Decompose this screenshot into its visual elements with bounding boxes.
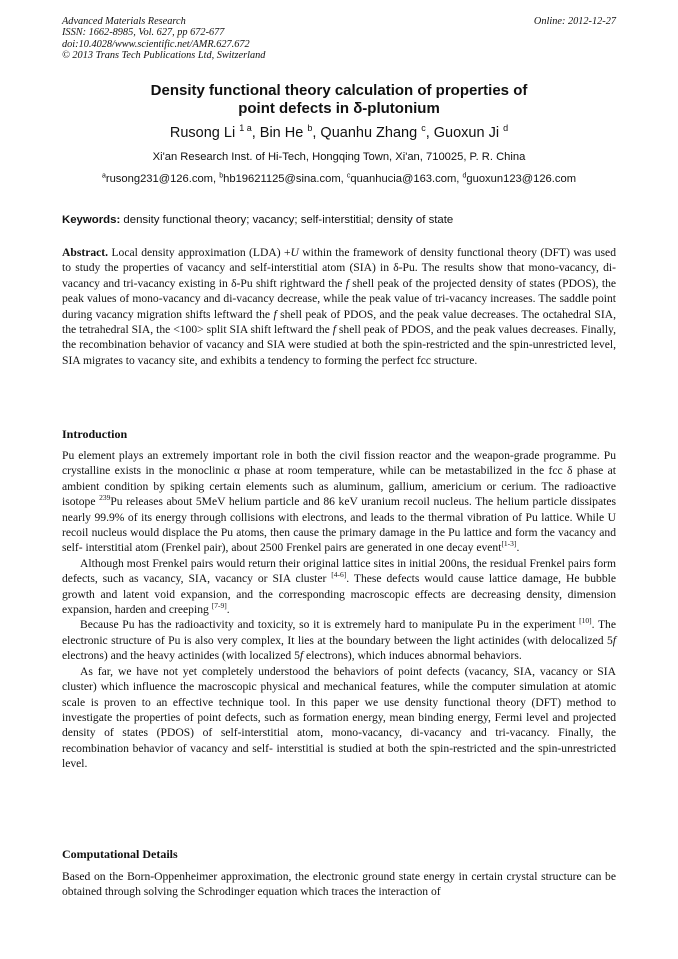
- email-link[interactable]: quanhucia@163.com: [350, 173, 457, 185]
- email-mark: b: [219, 172, 224, 180]
- abstract-text: shell peak of PDOS, and the peak value decreases. The octahedral SIA, the tetrahedral SIA, the <100> split SIA shift leftward the: [62, 307, 616, 337]
- italic-symbol: f: [299, 649, 304, 663]
- paragraph-text: . The electronic structure of Pu is also very complex, It lies at the boundary between the light actinides (with delocalized 5: [62, 618, 616, 647]
- citation[interactable]: [4-6]: [331, 570, 347, 580]
- abstract: [62, 245, 616, 368]
- paragraph-text: .: [516, 541, 520, 555]
- email-mark: a: [101, 172, 106, 180]
- paragraph-text: .: [226, 603, 230, 617]
- author-affil-mark: d: [503, 123, 509, 134]
- title-line-2: point defects in δ-plutonium: [238, 99, 440, 117]
- paragraph: [62, 556, 616, 618]
- abstract-italic: f: [273, 307, 277, 321]
- email-link[interactable]: rusong231@126.com: [105, 173, 213, 185]
- online-date: Online: 2012-12-27: [533, 16, 616, 27]
- doi-line: doi:10.4028/www.scientific.net/AMR.627.672: [62, 38, 250, 50]
- abstract-italic: f: [332, 323, 336, 337]
- author-name: Quanhu Zhang: [320, 125, 418, 141]
- journal-name: Advanced Materials Research: [62, 16, 186, 27]
- paragraph: [62, 617, 616, 663]
- abstract-label: Abstract.: [62, 246, 109, 259]
- copyright-line: © 2013 Trans Tech Publications Ltd, Switzerland: [62, 50, 266, 62]
- paragraph-text: Pu releases about 5MeV helium particle and 86 keV uranium recoil nucleus. The helium particle dissipates nearly 99.9% of its energy through collisions with electrons, and leads to the thermal vibration of Pu lattice. While U recoil nucleus would displace the Pu atoms, then cause the primary damage in the Pu lattice and form the vacancy and self- interstitial atom (Frenkel pair), about 2500 Frenkel pairs are generated in one decay event: [62, 495, 616, 555]
- paragraph-text: . These defects would cause lattice damage, He bubble growth and latent void expansion, and the corresponding macroscopic effects are decreasing density, dimension expansion, harden and creeping: [62, 572, 616, 617]
- email-link[interactable]: hb19621125@sina.com: [223, 173, 341, 185]
- paragraph-text: electrons) and the heavy actinides (with localized 5: [62, 649, 300, 663]
- author-affil-mark: b: [307, 123, 313, 134]
- email-mark: d: [462, 172, 467, 180]
- author-name: Guoxun Ji: [433, 125, 500, 141]
- section-heading-computational-details: Computational Details: [62, 847, 178, 861]
- keywords-label: Keywords:: [62, 214, 121, 226]
- author-affil-mark: c: [421, 123, 426, 134]
- paragraph-text: electrons), which induces abnormal behaviors.: [306, 649, 522, 663]
- author-affil-mark: 1 a: [239, 123, 252, 134]
- citation[interactable]: [1-3]: [501, 539, 517, 549]
- author-name: Rusong Li: [169, 125, 236, 141]
- email-mark: c: [346, 172, 351, 180]
- issn-line: ISSN: 1662-8985, Vol. 627, pp 672-677: [62, 27, 225, 39]
- author-list: Rusong Li $^{1 a}$, Bin He $^b$, Quanhu Zhang $^c$, Guoxun Ji $^d$: [169, 123, 509, 141]
- affiliation: Xi'an Research Inst. of Hi-Tech, Hongqing Town, Xi'an, 710025, P. R. China: [152, 151, 526, 163]
- abstract-text: shell peak of the projected density of states (PDOS), the peak values of mono-vacancy and di-vacancy decrease, while the peak value of tri-vacancy increases. The saddle point during vacancy migration shifts leftward the: [62, 276, 617, 321]
- paragraph: Based on the Born-Oppenheimer approximation, the electronic ground state energy in certain crystal structure can be obtained through solving the Schrodinger equation which traces the interaction of: [62, 870, 616, 899]
- author-name: Bin He: [259, 125, 304, 141]
- introduction-body: [62, 448, 616, 772]
- paragraph-text: Although most Frenkel pairs would return their original lattice sites in initial 200ns, the residual Frenkel pairs form defects, such as vacancy, SIA, vacancy or SIA cluster: [62, 556, 616, 586]
- paragraph: [62, 448, 616, 556]
- abstract-text: Local density approximation (LDA) +: [111, 246, 291, 259]
- isotope-mass: 239: [99, 493, 111, 503]
- abstract-italic: f: [345, 276, 349, 290]
- abstract-text: within the framework of density functional theory (DFT) was used to study the properties of vacancy and self-interstitial atom (SIA) in δ-Pu. The results show that mono-vacancy, di-vacancy and tri-vacancy existing in δ-Pu shift rightward the: [62, 246, 617, 290]
- computational-details-body: [62, 869, 616, 900]
- citation[interactable]: [10]: [579, 616, 592, 626]
- paragraph-text: Because Pu has the radioactivity and toxicity, so it is extremely hard to manipulate Pu in the experiment: [80, 618, 576, 632]
- italic-symbol: f: [612, 633, 616, 647]
- abstract-italic: U: [290, 246, 299, 259]
- paragraph-text: Pu element plays an extremely important role in both the civil fission reactor and the weapon-grade programme. Pu crystalline exists in the monoclinic α phase at room temperature, while can be metastabilized in the fcc δ phase at ambient condition by spiking certain elements such as aluminum, gallium, americium or cerium. The radioactive isotope: [62, 449, 616, 509]
- section-heading-introduction: Introduction: [62, 427, 128, 441]
- paper-title: [62, 82, 616, 117]
- keywords-text: density functional theory; vacancy; self-interstitial; density of state: [123, 214, 454, 226]
- citation[interactable]: [7-9]: [211, 601, 227, 611]
- author-emails: $^a$rusong231@126.com, $^b$hb19621125@sina.com, $^c$quanhucia@163.com, $^d$guoxun123@126.com: [101, 172, 577, 185]
- paragraph: As far, we have not yet completely understood the behaviors of point defects (vacancy, SIA, vacancy or SIA cluster) which influence the macroscopic physical and mechanical features, while the computer simulation at atomic scale is proven to an effective technique tool. In this paper we use density functional theory (DFT) method to investigate the properties of point defects, such as formation energy, mean binding energy, Fermi level and projected density of states (PDOS) of self-interstitial atom, mono-vacancy, di-vacancy and tri-vacancy. Finally, the recombination behavior of vacancy and self- interstitial is studied at both the spin-restricted and the spin-unrestricted level.: [62, 664, 616, 771]
- keywords: [62, 213, 616, 227]
- email-link[interactable]: guoxun123@126.com: [466, 173, 577, 185]
- title-line-1: Density functional theory calculation of properties of: [150, 82, 528, 99]
- abstract-text: shell peak of PDOS, and the peak values decreases. Finally, the recombination behavior of vacancy and SIA were studied at both the spin-restricted and the spin-unrestricted level, SIA migrates to vacancy site, and exhibits a tendency to forming the perfect fcc structure.: [62, 323, 616, 367]
- journal-header: [62, 16, 616, 62]
